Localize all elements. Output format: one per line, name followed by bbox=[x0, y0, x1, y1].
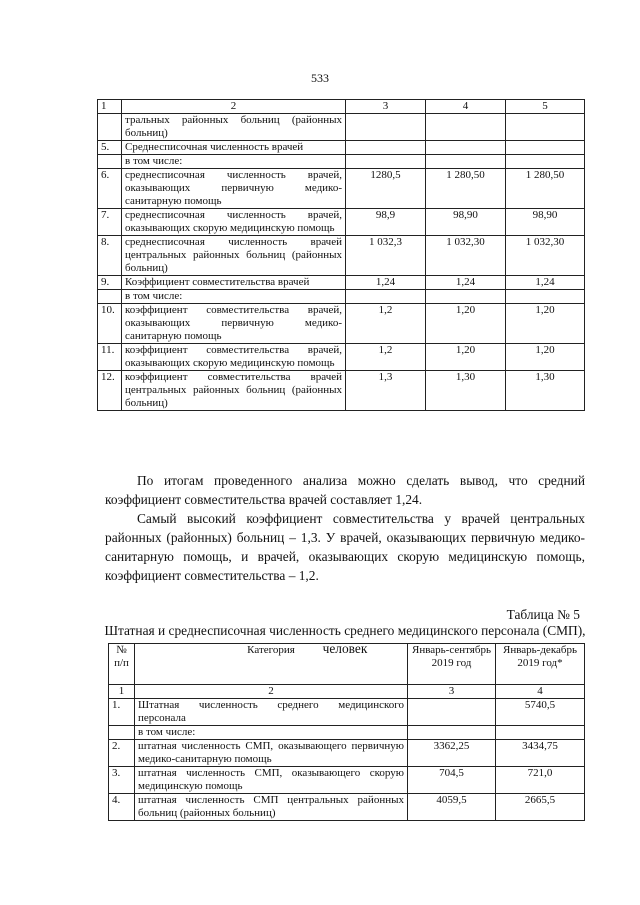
table-row bbox=[98, 276, 585, 290]
header-category-cell: Категория bbox=[135, 644, 408, 685]
column-number-cell: 1 bbox=[98, 100, 122, 114]
table-row bbox=[98, 155, 585, 169]
table-row bbox=[109, 740, 585, 767]
value-cell bbox=[426, 114, 506, 141]
header-period-cell: Январь-сентябрь 2019 год bbox=[408, 644, 496, 685]
row-number-cell: 1. bbox=[109, 699, 135, 726]
indicator-name-cell: в том числе: bbox=[122, 155, 346, 169]
indicator-name-cell: среднесписочная численность врачей центральных районных больниц (районных больниц) bbox=[122, 236, 346, 276]
indicator-name-cell: Среднесписочная численность врачей bbox=[122, 141, 346, 155]
value-cell: 1,20 bbox=[426, 304, 506, 344]
table-row bbox=[98, 236, 585, 276]
indicator-name-cell: тральных районных больниц (районных больниц) bbox=[122, 114, 346, 141]
value-cell: 98,90 bbox=[506, 209, 585, 236]
column-number-cell: 3 bbox=[408, 685, 496, 699]
value-cell bbox=[426, 155, 506, 169]
category-name-cell: штатная численность СМП, оказывающего первичную медико-санитарную помощь bbox=[135, 740, 408, 767]
value-cell bbox=[346, 290, 426, 304]
row-number-cell bbox=[98, 114, 122, 141]
table-row bbox=[109, 794, 585, 821]
row-number-cell: 7. bbox=[98, 209, 122, 236]
table-row bbox=[98, 290, 585, 304]
value-cell: 1 032,3 bbox=[346, 236, 426, 276]
value-cell bbox=[346, 114, 426, 141]
value-cell bbox=[408, 726, 496, 740]
staff-physicians-table bbox=[97, 99, 585, 411]
value-cell: 1,3 bbox=[346, 371, 426, 411]
table-row bbox=[98, 344, 585, 371]
value-cell: 1,30 bbox=[506, 371, 585, 411]
value-cell: 5740,5 bbox=[496, 699, 585, 726]
conclusion-paragraph: По итогам проведенного анализа можно сделать вывод, что средний коэффициент совместительства врачей составляет 1,24. bbox=[105, 473, 585, 507]
table-row bbox=[98, 141, 585, 155]
value-cell bbox=[346, 155, 426, 169]
value-cell bbox=[506, 114, 585, 141]
value-cell: 1,20 bbox=[426, 344, 506, 371]
row-number-cell: 11. bbox=[98, 344, 122, 371]
column-number-cell: 5 bbox=[506, 100, 585, 114]
table-row bbox=[98, 304, 585, 344]
value-cell: 1 032,30 bbox=[426, 236, 506, 276]
table-row bbox=[109, 699, 585, 726]
value-cell: 1 280,50 bbox=[426, 169, 506, 209]
value-cell: 721,0 bbox=[496, 767, 585, 794]
column-number-cell: 4 bbox=[426, 100, 506, 114]
row-number-cell bbox=[98, 290, 122, 304]
indicator-name-cell: среднесписочная численность врачей, оказывающих первичную медико-санитарную помощь bbox=[122, 169, 346, 209]
analysis-paragraph: Самый высокий коэффициент совместительства у врачей центральных районных (районных) больниц – 1,3. У врачей, оказывающих первичную медико-санитарную помощь, и врачей, оказывающих скорую медицинскую помощь, коэффициент совместительства – 1,2. bbox=[105, 511, 585, 583]
row-number-cell: 4. bbox=[109, 794, 135, 821]
row-number-cell: 8. bbox=[98, 236, 122, 276]
value-cell bbox=[346, 141, 426, 155]
value-cell: 98,90 bbox=[426, 209, 506, 236]
value-cell: 2665,5 bbox=[496, 794, 585, 821]
value-cell bbox=[496, 726, 585, 740]
value-cell: 704,5 bbox=[408, 767, 496, 794]
row-number-cell: 2. bbox=[109, 740, 135, 767]
row-number-cell: 6. bbox=[98, 169, 122, 209]
row-number-cell bbox=[109, 726, 135, 740]
value-cell: 1 032,30 bbox=[506, 236, 585, 276]
indicator-name-cell: коэффициент совместительства врачей центральных районных больниц (районных больниц) bbox=[122, 371, 346, 411]
value-cell: 1,30 bbox=[426, 371, 506, 411]
value-cell: 1,24 bbox=[506, 276, 585, 290]
value-cell: 3434,75 bbox=[496, 740, 585, 767]
value-cell bbox=[506, 141, 585, 155]
table-title: Штатная и среднесписочная численность среднего медицинского персонала (СМП), человек bbox=[104, 623, 586, 656]
column-number-cell: 2 bbox=[135, 685, 408, 699]
column-number-cell: 1 bbox=[109, 685, 135, 699]
category-name-cell: штатная численность СМП центральных районных больниц (районных больниц) bbox=[135, 794, 408, 821]
row-number-cell: 3. bbox=[109, 767, 135, 794]
header-number-cell: № п/п bbox=[109, 644, 135, 685]
value-cell bbox=[426, 141, 506, 155]
value-cell: 1,24 bbox=[346, 276, 426, 290]
value-cell: 4059,5 bbox=[408, 794, 496, 821]
column-number-cell: 2 bbox=[122, 100, 346, 114]
table-row bbox=[98, 209, 585, 236]
table-row bbox=[98, 114, 585, 141]
table-label: Таблица № 5 bbox=[506, 607, 580, 622]
value-cell: 1,20 bbox=[506, 344, 585, 371]
category-name-cell: в том числе: bbox=[135, 726, 408, 740]
table-header-row bbox=[98, 100, 585, 114]
value-cell: 1280,5 bbox=[346, 169, 426, 209]
value-cell: 1,20 bbox=[506, 304, 585, 344]
table-header-row bbox=[109, 644, 585, 685]
row-number-cell bbox=[98, 155, 122, 169]
value-cell bbox=[426, 290, 506, 304]
indicator-name-cell: Коэффициент совместительства врачей bbox=[122, 276, 346, 290]
table-row bbox=[98, 169, 585, 209]
value-cell: 3362,25 bbox=[408, 740, 496, 767]
table-row bbox=[109, 726, 585, 740]
indicator-name-cell: коэффициент совместительства врачей, оказывающих первичную медико-санитарную помощь bbox=[122, 304, 346, 344]
value-cell: 1,24 bbox=[426, 276, 506, 290]
nursing-staff-table bbox=[108, 643, 585, 821]
value-cell bbox=[506, 290, 585, 304]
table-row bbox=[109, 767, 585, 794]
row-number-cell: 12. bbox=[98, 371, 122, 411]
category-name-cell: Штатная численность среднего медицинского персонала bbox=[135, 699, 408, 726]
column-number-cell: 4 bbox=[496, 685, 585, 699]
page-number: 533 bbox=[311, 71, 329, 85]
value-cell: 98,9 bbox=[346, 209, 426, 236]
indicator-name-cell: в том числе: bbox=[122, 290, 346, 304]
indicator-name-cell: среднесписочная численность врачей, оказывающих скорую медицинскую помощь bbox=[122, 209, 346, 236]
value-cell: 1,2 bbox=[346, 344, 426, 371]
indicator-name-cell: коэффициент совместительства врачей, оказывающих скорую медицинскую помощь bbox=[122, 344, 346, 371]
category-name-cell: штатная численность СМП, оказывающего скорую медицинскую помощь bbox=[135, 767, 408, 794]
row-number-cell: 5. bbox=[98, 141, 122, 155]
column-number-cell: 3 bbox=[346, 100, 426, 114]
table-row bbox=[98, 371, 585, 411]
value-cell: 1 280,50 bbox=[506, 169, 585, 209]
row-number-cell: 10. bbox=[98, 304, 122, 344]
header-period-cell: Январь-декабрь 2019 год* bbox=[496, 644, 585, 685]
value-cell: 1,2 bbox=[346, 304, 426, 344]
column-numbers-row bbox=[109, 685, 585, 699]
row-number-cell: 9. bbox=[98, 276, 122, 290]
value-cell bbox=[506, 155, 585, 169]
value-cell bbox=[408, 699, 496, 726]
